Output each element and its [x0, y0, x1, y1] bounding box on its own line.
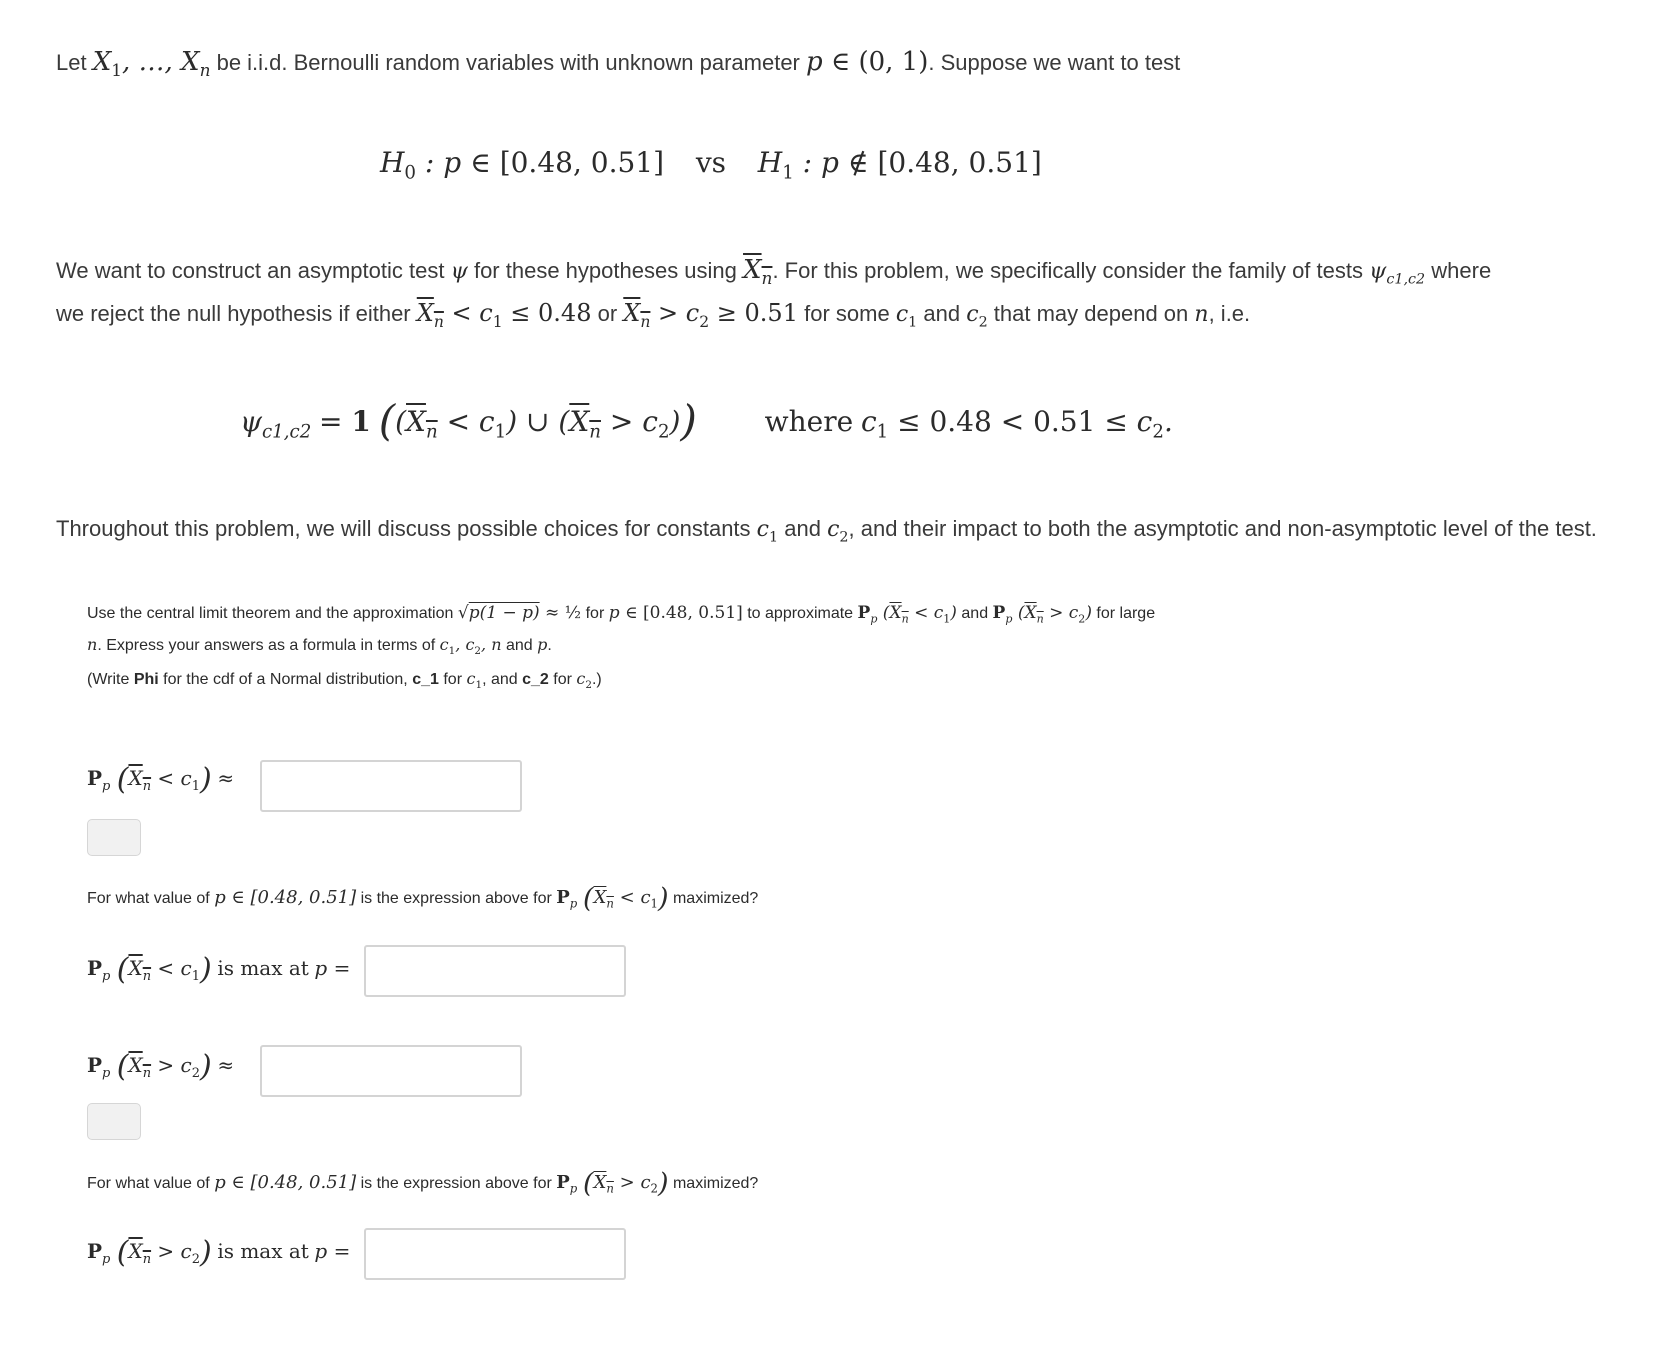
instr-text-2: for: [585, 605, 605, 622]
intro-param: p ∈ (0, 1): [806, 47, 929, 77]
instr-text-1: Use the central limit theorem and the approximation: [87, 605, 454, 622]
h0: $H_0$ : p ∈ [0.48, 0.51]: [380, 146, 665, 184]
q4-label: $P_p$ $(X_n > c_2)$ is max at p =: [87, 1235, 351, 1270]
answer-input-2[interactable]: [364, 945, 626, 997]
throughout-text-3: , and their impact to both the asymptotic and non-asymptotic level of the test.: [848, 516, 1597, 541]
format-note: (Write Phi for the cdf of a Normal distribution, c_1 for $c_1$, and c_2 for $c_2$.): [87, 669, 602, 692]
intro-text-1: Let: [56, 50, 87, 75]
note-prefix: (Write: [87, 671, 130, 688]
intro-text-3: . Suppose we want to test: [928, 50, 1181, 75]
construct-text-6: for some: [804, 301, 890, 327]
instr-text-7: and: [505, 637, 533, 655]
is-max-at-1: is max at: [217, 956, 309, 980]
instructions: Use the central limit theorem and the approximation √p(1 − p) ≈ ½ for p ∈ [0.48, 0.51] to approximate $P_p$ $(X_n < c_1)$ and $P_p$ $(X_n > c_2)$ for large n. Express your answers as a formula in terms of $c_1$, $c_2$, n and p.: [87, 603, 1156, 658]
max-range-2: p ∈ [0.48, 0.51]: [214, 1172, 357, 1193]
c1-symbol: $c_1$: [895, 302, 918, 331]
max-prefix-1: For what value of: [87, 890, 210, 907]
throughout-paragraph: Throughout this problem, we will discuss possible choices for constants $c_1$ and $c_2$, and their impact to both the asymptotic and non-asymptotic level of the test.: [56, 516, 1597, 546]
answer-input-4[interactable]: [364, 1228, 626, 1280]
vs-label: vs: [695, 146, 726, 179]
answer-input-3[interactable]: [260, 1045, 522, 1097]
instr-text-8: .: [547, 637, 552, 655]
preview-chip-1[interactable]: [87, 819, 141, 856]
note-end: .): [591, 671, 602, 688]
c1-keyword: c_1: [412, 671, 439, 688]
or-label: or: [597, 301, 618, 327]
q2-label: $P_p$ $(X_n < c_1)$ is max at p =: [87, 952, 351, 987]
max-end-2: maximized?: [672, 1175, 759, 1192]
and-label: and: [923, 301, 961, 327]
note-and: , and: [482, 671, 518, 688]
note-for-2: for: [553, 671, 572, 688]
max-prefix-2: For what value of: [87, 1175, 210, 1192]
max-question-1: For what value of p ∈ [0.48, 0.51] is the expression above for $P_p$ $(X_n < c_1)$ maximized?: [87, 883, 759, 914]
construct-text-4: where: [1431, 258, 1492, 283]
instr-text-4: and: [961, 605, 989, 622]
construct-text-1: We want to construct an asymptotic test: [56, 258, 445, 283]
psi-symbol: ψ: [450, 259, 468, 284]
max-question-2: For what value of p ∈ [0.48, 0.51] is the expression above for $P_p$ $(X_n > c_2)$ maximized?: [87, 1168, 759, 1199]
condition-2: $X_n > c_2 \ge 0.51$: [623, 299, 798, 332]
construct-text-8: , i.e.: [1208, 301, 1251, 327]
max-range-1: p ∈ [0.48, 0.51]: [214, 887, 357, 908]
construct-paragraph: [56, 253, 1616, 340]
construct-text-3: . For this problem, we specifically consider the family of tests: [772, 258, 1363, 283]
instr-text-6: . Express your answers as a formula in terms of: [97, 637, 436, 655]
xbar-n: $X_n$: [743, 255, 773, 289]
condition-1: $X_n < c_1 \le 0.48$: [416, 299, 592, 332]
max-mid-1: is the expression above for: [360, 890, 552, 907]
construct-text-7: that may depend on: [993, 301, 1189, 327]
is-max-at-2: is max at: [217, 1239, 309, 1263]
intro-text-2: be i.i.d. Bernoulli random variables with unknown parameter: [216, 50, 800, 75]
construct-text-5: we reject the null hypothesis if either: [56, 301, 411, 327]
q3-label: $P_p$ $(X_n > c_2)$ ≈: [87, 1049, 235, 1084]
test-definition: $\psi_{c1,c2} = 1$ ($(X_n < c_1)$ ∪ $(X_n > c_2)$) where $c_1 \le 0.48 < 0.51 \le c_2$.: [240, 396, 1173, 445]
throughout-text-1: Throughout this problem, we will discuss possible choices for constants: [56, 516, 751, 541]
p-eq-2: p =: [314, 1239, 351, 1263]
approx-symbol-2: ≈: [217, 1053, 235, 1077]
phi-keyword: Phi: [133, 671, 159, 688]
psi-lhs: $\psi_{c1,c2}$: [240, 405, 312, 443]
intro-paragraph: [56, 45, 1180, 87]
approx-symbol-1: ≈: [217, 766, 235, 790]
h1: $H_1$ : p ∉ [0.48, 0.51]: [757, 146, 1042, 184]
instr-text-5: for large: [1096, 605, 1156, 622]
preview-chip-2[interactable]: [87, 1103, 141, 1140]
c2-symbol: $c_2$: [966, 302, 988, 331]
n-symbol: n: [1194, 302, 1209, 328]
p-eq-1: p =: [314, 956, 351, 980]
hypotheses-display: [380, 146, 1042, 184]
answer-input-1[interactable]: [260, 760, 522, 812]
note-for-1: for: [443, 671, 463, 688]
q1-label: $P_p$ $(X_n < c_1)$ ≈: [87, 762, 235, 797]
psi-c1c2: $\psi_{c1,c2}$: [1369, 259, 1426, 288]
c2-keyword: c_2: [522, 671, 549, 688]
max-mid-2: is the expression above for: [360, 1175, 552, 1192]
max-end-1: maximized?: [672, 890, 759, 907]
indicator-expr: ($(X_n < c_1)$ ∪ $(X_n > c_2)$): [378, 396, 697, 445]
throughout-text-2: and: [784, 516, 821, 541]
intro-vars: $X_1$, …, $X_n$: [92, 47, 211, 81]
instr-text-3: to approximate: [747, 605, 854, 622]
note-mid: for the cdf of a Normal distribution,: [163, 671, 408, 688]
construct-text-2: for these hypotheses using: [473, 258, 737, 283]
